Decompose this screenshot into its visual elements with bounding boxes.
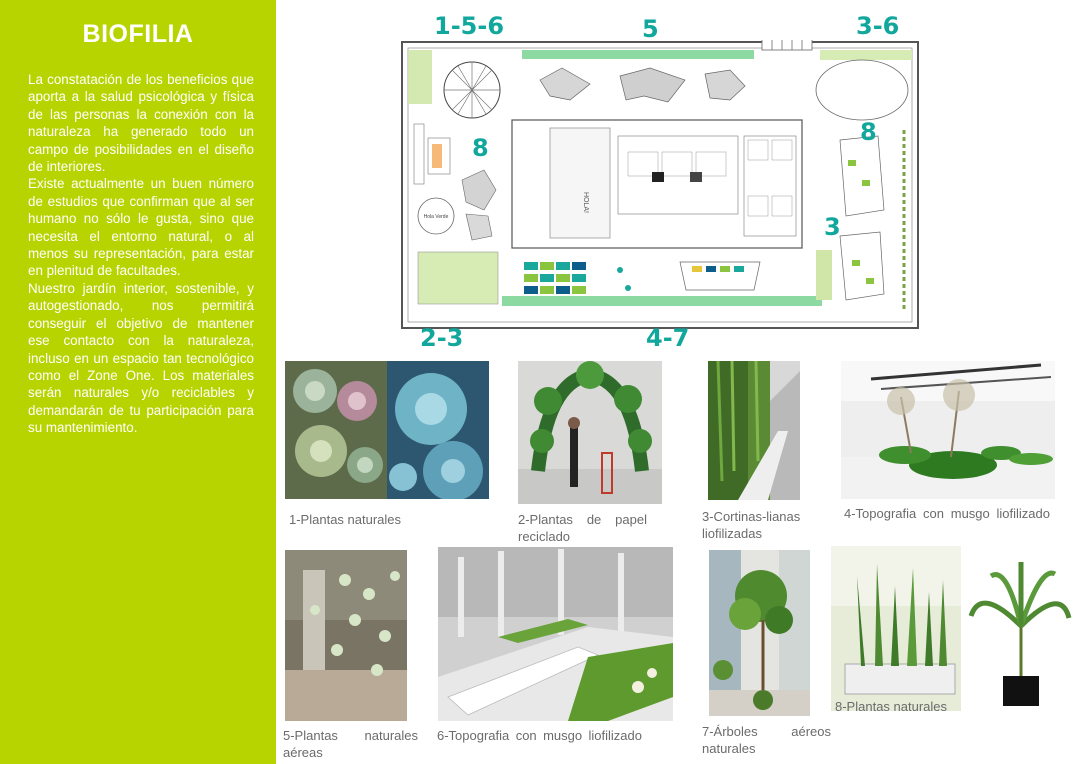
intro-text <box>28 71 254 437</box>
holat-label: HOLA! <box>582 192 589 214</box>
plan-label-bottom-left: 2-3 <box>420 324 464 352</box>
intro-paragraph-1: La constatación de los beneficios que aporta a la salud psicológica y física de las personas la conexión con la naturaleza ha generado todo un campo de posibilidades en el diseño de interiores. <box>28 72 254 175</box>
svg-text:Hola Verde: Hola Verde <box>423 214 449 220</box>
photo-topografia-musgo-bancos <box>438 547 673 721</box>
photo-plantas-naturales-interior <box>831 546 1072 711</box>
intro-paragraph-3: Nuestro jardín interior, sostenible, y autogestionado, nos permitirá conseguir el objetivo de mantener ese contacto con la naturaleza, incluso en un espacio tan tecnológico como el Zone One. Los materiales serán naturales y/o reciclables y demandarán de tu participación para su mantenimiento. <box>28 280 254 436</box>
photo-plantas-aereas <box>285 550 407 721</box>
page-title: BIOFILIA <box>82 20 194 48</box>
plan-label-right-middle: 3 <box>824 213 841 241</box>
plan-label-bottom-center: 4-7 <box>646 324 690 352</box>
photo-plantas-naturales <box>285 361 489 499</box>
caption-2: 2-Plantas de papel reciclado <box>518 512 647 544</box>
caption-5: 5-Plantas naturales aéreas <box>283 728 418 760</box>
caption-6: 6-Topografia con musgo liofilizado <box>437 728 642 743</box>
caption-7: 7-Árboles aéreos naturales <box>702 724 831 756</box>
photo-cortinas-lianas <box>708 361 800 500</box>
plan-label-top-left: 1-5-6 <box>434 12 505 40</box>
plan-label-top-center: 5 <box>642 15 659 43</box>
caption-1: 1-Plantas naturales <box>289 512 402 527</box>
floor-plan <box>400 12 920 352</box>
floor-plan-drawing <box>400 40 920 330</box>
photo-plantas-papel <box>518 361 662 504</box>
plan-label-right-upper: 8 <box>860 118 877 146</box>
caption-3: 3-Cortinas-lianas liofilizadas <box>702 509 801 541</box>
intro-paragraph-2: Existe actualmente un buen número de estudios que confirman que al ser humano no sólo le gusta, sino que necesita el entorno natural, o al menos su representación, para estar en plenitud de facultades. <box>28 176 254 279</box>
caption-4: 4-Topografia con musgo liofilizado <box>844 506 1050 521</box>
caption-8: 8-Plantas naturales <box>835 699 948 714</box>
photo-arboles-aereos <box>709 550 810 716</box>
photo-topografia-musgo <box>841 361 1055 499</box>
plan-label-left-middle: 8 <box>472 134 489 162</box>
plan-label-top-right: 3-6 <box>856 12 900 40</box>
sidebar-panel <box>0 0 276 764</box>
